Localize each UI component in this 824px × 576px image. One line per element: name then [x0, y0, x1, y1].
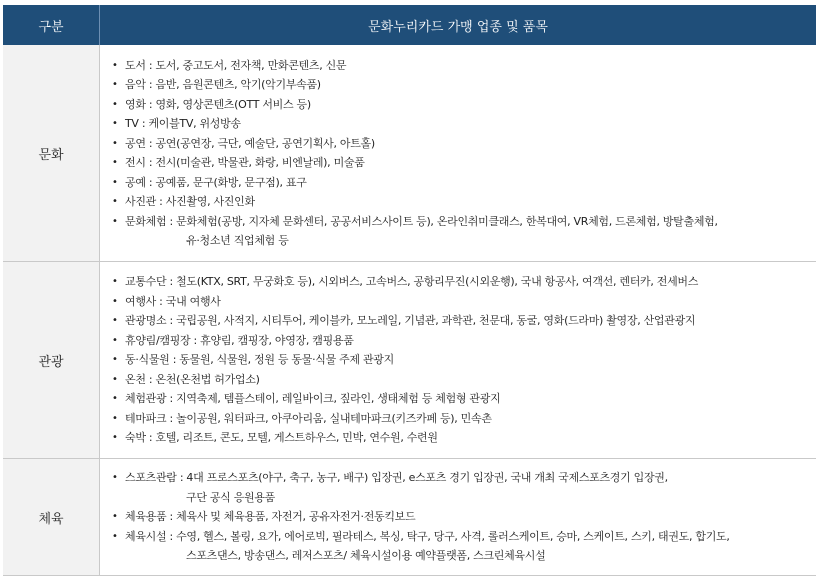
item-text: 교통수단 : 철도(KTX, SRT, 무궁화호 등), 시외버스, 고속버스, 공항리무진(시외운행), 국내 항공사, 여객선, 렌터카, 전세버스 — [125, 275, 699, 289]
list-item — [112, 370, 810, 390]
list-item — [112, 468, 810, 507]
item-text: 테마파크 : 놀이공원, 워터파크, 아쿠아리움, 실내테마파크(키즈카페 등), 민속촌 — [125, 411, 492, 425]
item-text: 체육시설 : 수영, 헬스, 볼링, 요가, 에어로빅, 필라테스, 복싱, 탁구, 당구, 사격, 롤러스케이트, 승마, 스케이트, 스키, 태권도, 합기도, — [125, 529, 730, 543]
table-header-row — [3, 5, 816, 45]
list-item — [112, 192, 810, 212]
list-item — [112, 409, 810, 429]
list-item — [112, 75, 810, 95]
list-item — [112, 173, 810, 193]
item-text: 스포츠관람 : 4대 프로스포츠(야구, 축구, 농구, 배구) 입장권, e스포츠 경기 입장권, 국내 개최 국제스포츠경기 입장권, — [125, 471, 668, 485]
list-item — [112, 95, 810, 115]
list-item — [112, 134, 810, 154]
list-item — [112, 292, 810, 312]
item-text: 영화 : 영화, 영상콘텐츠(OTT 서비스 등) — [125, 97, 311, 111]
category-cell: 체육 — [3, 459, 100, 576]
table-row — [3, 45, 816, 262]
header-category: 구분 — [3, 5, 100, 45]
item-text: 전시 : 전시(미술관, 박물관, 화랑, 비엔날레), 미술품 — [125, 156, 365, 169]
item-text-continued: 스포츠댄스, 방송댄스, 레저스포츠/ 체육시설이용 예약플랫폼, 스크린체육시설 — [186, 549, 546, 563]
item-text: 공예 : 공예품, 문구(화방, 문구점), 표구 — [125, 175, 307, 189]
list-item — [112, 331, 810, 351]
item-text: 도서 : 도서, 중고도서, 전자책, 만화콘텐츠, 신문 — [125, 58, 347, 72]
item-text: 공연 : 공연(공연장, 극단, 예술단, 공연기획사, 아트홀) — [125, 136, 375, 150]
item-text: 관광명소 : 국립공원, 사적지, 시티투어, 케이블카, 모노레일, 기념관, 과학관, 천문대, 동굴, 영화(드라마) 촬영장, 산업관광지 — [125, 314, 696, 328]
list-item — [112, 428, 810, 448]
list-item — [112, 272, 810, 292]
list-item — [112, 350, 810, 370]
list-item — [112, 389, 810, 409]
items-cell — [100, 45, 817, 262]
item-text-continued: 유·청소년 직업체험 등 — [186, 234, 289, 247]
item-text: 음악 : 음반, 음원콘텐츠, 악기(악기부속품) — [125, 78, 321, 91]
item-list — [112, 272, 810, 448]
list-item — [112, 507, 810, 527]
list-item — [112, 56, 810, 76]
header-detail: 문화누리카드 가맹 업종 및 품목 — [100, 5, 817, 45]
item-text: TV : 케이블TV, 위성방송 — [125, 117, 241, 130]
item-text: 체험관광 : 지역축제, 템플스테이, 레일바이크, 짚라인, 생태체험 등 체험형 관광지 — [125, 392, 501, 406]
list-item — [112, 212, 810, 251]
table-row — [3, 459, 816, 576]
list-item — [112, 527, 810, 566]
category-cell: 문화 — [3, 45, 100, 262]
table-row — [3, 262, 816, 459]
item-text-continued: 구단 공식 응원용품 — [186, 490, 276, 504]
item-text: 숙박 : 호텔, 리조트, 콘도, 모텔, 게스트하우스, 민박, 연수원, 수련원 — [125, 431, 438, 445]
item-text: 휴양림/캠핑장 : 휴양림, 캠핑장, 야영장, 캠핑용품 — [125, 333, 354, 347]
item-list — [112, 56, 810, 251]
item-text: 문화체험 : 문화체험(공방, 지자체 문화센터, 공공서비스사이트 등), 온라인취미클래스, 한복대여, VR체험, 드론체험, 방탈출체험, — [125, 214, 718, 228]
list-item — [112, 114, 810, 134]
list-item — [112, 153, 810, 173]
merchant-category-table — [3, 5, 816, 576]
item-list — [112, 468, 810, 566]
list-item — [112, 311, 810, 331]
items-cell — [100, 459, 817, 576]
item-text: 체육용품 : 체육사 및 체육용품, 자전거, 공유자전거·전동킥보드 — [125, 510, 416, 524]
category-cell: 관광 — [3, 262, 100, 459]
items-cell — [100, 262, 817, 459]
item-text: 온천 : 온천(온천법 허가업소) — [125, 372, 260, 386]
item-text: 동·식물원 : 동물원, 식물원, 정원 등 동물·식물 주제 관광지 — [125, 353, 394, 367]
item-text: 사진관 : 사진촬영, 사진인화 — [125, 195, 255, 208]
item-text: 여행사 : 국내 여행사 — [125, 294, 221, 308]
